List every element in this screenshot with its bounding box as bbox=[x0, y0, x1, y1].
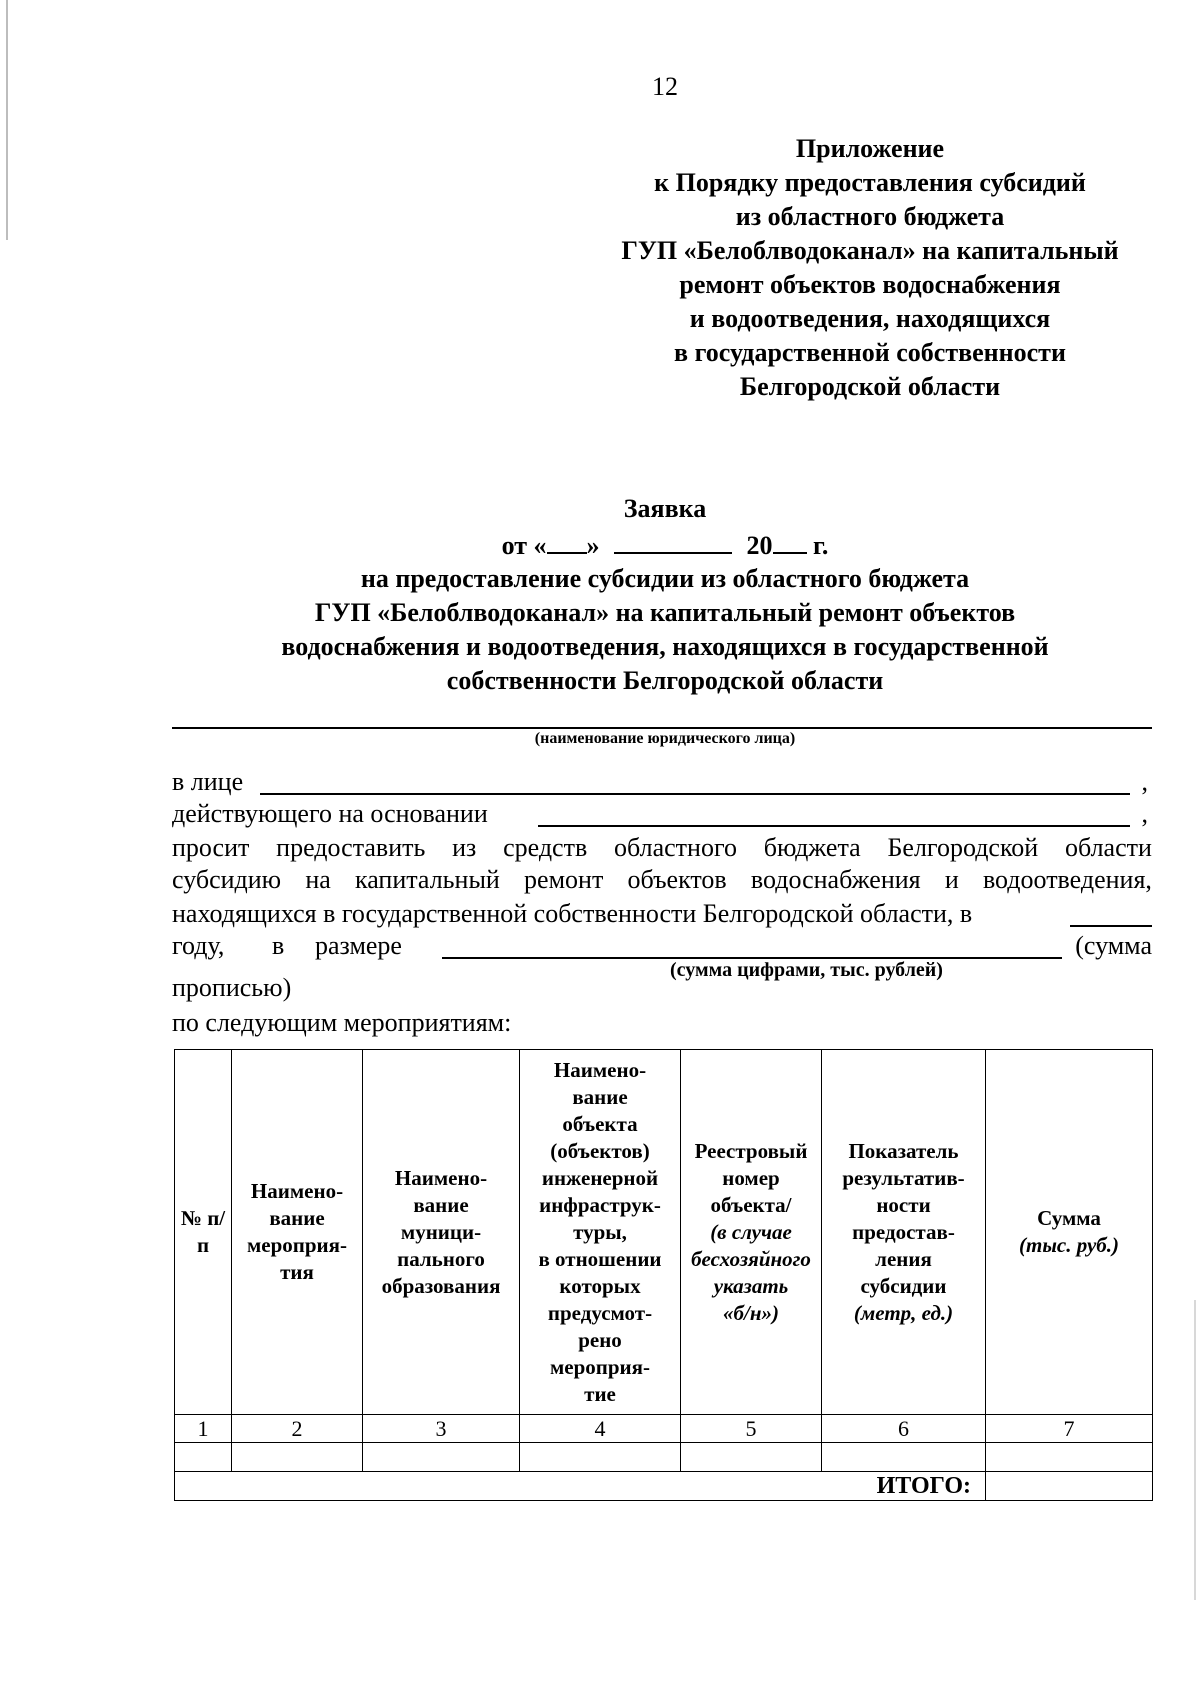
date-year-field[interactable] bbox=[773, 530, 807, 554]
word: субсидию bbox=[172, 865, 282, 894]
header-note: (метр, ед.) bbox=[853, 1300, 954, 1325]
column-number: 1 bbox=[175, 1415, 232, 1443]
entity-name-field[interactable] bbox=[172, 727, 1152, 729]
table-cell[interactable] bbox=[232, 1443, 363, 1472]
application-subject bbox=[0, 562, 1200, 698]
column-numbers-row bbox=[175, 1415, 1153, 1443]
header-text: Сумма bbox=[1037, 1206, 1101, 1230]
entity-caption: (наименование юридического лица) bbox=[534, 730, 796, 747]
appendix-line: к Порядку предоставления субсидий bbox=[654, 168, 1086, 197]
subject-line: ГУП «Белоблводоканал» на капитальный ремонт объектов bbox=[314, 598, 1016, 627]
table-cell[interactable] bbox=[175, 1443, 232, 1472]
comma: , bbox=[1141, 767, 1148, 796]
subject-line: собственности Белгородской области bbox=[446, 666, 884, 695]
request-line-1 bbox=[172, 833, 1152, 863]
word: (сумма bbox=[1075, 931, 1152, 960]
request-line-3 bbox=[172, 899, 1152, 929]
date-close-quote: » bbox=[586, 531, 600, 560]
word: предоставить bbox=[276, 833, 426, 862]
page-number: 12 bbox=[652, 72, 678, 101]
acting-basis-row bbox=[172, 799, 1152, 829]
word: средств bbox=[503, 833, 588, 862]
header-note: (тыс. руб.) bbox=[1019, 1233, 1119, 1257]
col-header-sum bbox=[986, 1050, 1153, 1415]
word: просит bbox=[172, 833, 250, 862]
word: из bbox=[452, 833, 477, 862]
in-person-field[interactable] bbox=[260, 791, 1130, 795]
header-text: Показатель результатив- ности предостав- ления субсидии bbox=[842, 1138, 965, 1298]
header-note: (в случае бесхозяйного указать «б/н») bbox=[691, 1219, 811, 1325]
date-year-prefix: 20 bbox=[746, 531, 773, 560]
application-title: Заявка bbox=[623, 494, 707, 523]
appendix-line: Приложение bbox=[795, 134, 945, 163]
appendix-line: ремонт объектов водоснабжения bbox=[679, 270, 1061, 299]
request-text: находящихся в государственной собственности Белгородской области, в bbox=[172, 899, 973, 928]
total-label: ИТОГО: bbox=[175, 1472, 986, 1501]
column-number: 7 bbox=[986, 1415, 1153, 1443]
table-cell[interactable] bbox=[822, 1443, 986, 1472]
word: году, bbox=[172, 931, 225, 960]
table-cell[interactable] bbox=[681, 1443, 822, 1472]
appendix-line: и водоотведения, находящихся bbox=[689, 304, 1051, 333]
sum-caption: (сумма цифрами, тыс. рублей) bbox=[670, 959, 943, 981]
year-field[interactable] bbox=[1070, 923, 1152, 927]
date-day-field[interactable] bbox=[547, 530, 587, 554]
table-cell[interactable] bbox=[986, 1443, 1153, 1472]
in-person-row bbox=[172, 767, 1152, 797]
comma: , bbox=[1141, 799, 1148, 828]
word: области bbox=[1064, 833, 1152, 862]
col-header-object bbox=[520, 1050, 681, 1415]
appendix-line: из областного бюджета bbox=[735, 202, 1005, 231]
header-text: Наимено- вание объекта (объектов) инженерной инфраструк- туры, в отношении которых предусмот- рено мероприя- тие bbox=[538, 1057, 662, 1406]
header-text: Наимено- вание муници- пального образования bbox=[381, 1165, 501, 1298]
column-number: 5 bbox=[681, 1415, 822, 1443]
table-cell[interactable] bbox=[520, 1443, 681, 1472]
date-from-label: от « bbox=[501, 531, 547, 560]
word: Белгородской bbox=[887, 833, 1039, 862]
word: и bbox=[944, 865, 959, 894]
date-month-field[interactable] bbox=[614, 530, 732, 554]
subject-line: водоснабжения и водоотведения, находящихся в государственной bbox=[281, 632, 1049, 661]
measures-intro: по следующим мероприятиям: bbox=[172, 1008, 512, 1037]
word: в bbox=[272, 931, 285, 960]
word: на bbox=[305, 865, 331, 894]
date-suffix: г. bbox=[813, 531, 829, 560]
appendix-line: в государственной собственности bbox=[674, 338, 1066, 367]
col-header-registry bbox=[681, 1050, 822, 1415]
application-date bbox=[0, 530, 1200, 561]
column-number: 2 bbox=[232, 1415, 363, 1443]
word: ремонт bbox=[524, 865, 604, 894]
total-row bbox=[175, 1472, 1153, 1501]
measures-table bbox=[174, 1049, 1153, 1501]
scan-edge-right bbox=[1194, 1300, 1196, 1600]
word: бюджета bbox=[763, 833, 861, 862]
word: объектов bbox=[627, 865, 727, 894]
col-header-municipality bbox=[363, 1050, 520, 1415]
acting-basis-field[interactable] bbox=[538, 823, 1130, 827]
word: водоснабжения bbox=[750, 865, 921, 894]
appendix-header bbox=[590, 132, 1150, 404]
word: размере bbox=[315, 931, 402, 960]
header-text: Реестровый номер объекта/ bbox=[694, 1138, 808, 1217]
col-header-indicator bbox=[822, 1050, 986, 1415]
header-text: № п/п bbox=[180, 1206, 226, 1257]
column-number: 4 bbox=[520, 1415, 681, 1443]
col-header-measure bbox=[232, 1050, 363, 1415]
total-sum-cell[interactable] bbox=[986, 1472, 1153, 1501]
table-cell[interactable] bbox=[363, 1443, 520, 1472]
request-line-2 bbox=[172, 865, 1152, 895]
subject-line: на предоставление субсидии из областного бюджета bbox=[360, 564, 970, 593]
header-text: Наимено- вание мероприя- тия bbox=[246, 1179, 348, 1284]
word: областного bbox=[614, 833, 737, 862]
appendix-line: Белгородской области bbox=[739, 372, 1001, 401]
request-line-5: прописью) bbox=[172, 973, 292, 1002]
scan-edge-left bbox=[6, 0, 8, 240]
word: водоотведения, bbox=[982, 865, 1152, 894]
table-row bbox=[175, 1443, 1153, 1472]
col-header-number bbox=[175, 1050, 232, 1415]
table-header-row bbox=[175, 1050, 1153, 1415]
column-number: 6 bbox=[822, 1415, 986, 1443]
column-number: 3 bbox=[363, 1415, 520, 1443]
in-person-label: в лице bbox=[172, 767, 244, 796]
acting-basis-label: действующего на основании bbox=[172, 799, 488, 828]
appendix-line: ГУП «Белоблводоканал» на капитальный bbox=[621, 236, 1119, 265]
word: капитальный bbox=[354, 865, 500, 894]
